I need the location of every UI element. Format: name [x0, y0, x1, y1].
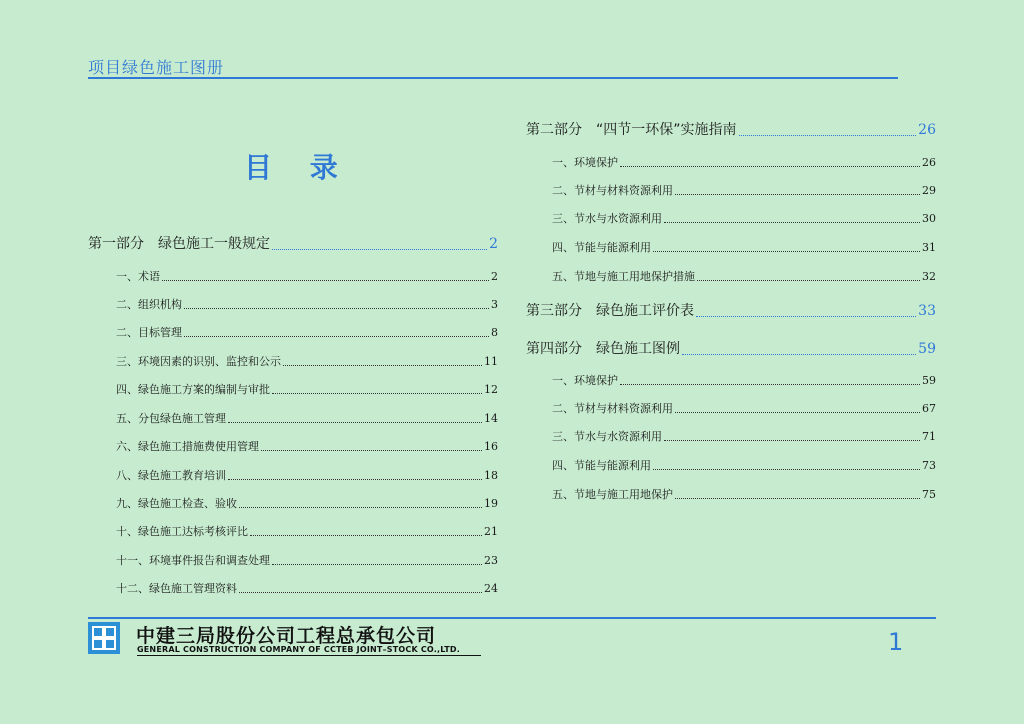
toc-entry-page: 26 — [922, 156, 936, 169]
toc-entry-page: 12 — [484, 383, 498, 396]
toc-entry-page: 73 — [922, 459, 936, 472]
toc-dot-leader — [620, 166, 920, 167]
toc-entry-label: 十二、绿色施工管理资料 — [116, 582, 237, 595]
toc-item-entry[interactable] — [116, 552, 498, 568]
toc-entry-page: 11 — [484, 355, 498, 368]
toc-part-entry[interactable] — [526, 338, 936, 358]
toc-dot-leader — [272, 249, 487, 250]
toc-entry-label: 六、绿色施工措施费使用管理 — [116, 440, 259, 453]
toc-item-entry[interactable] — [552, 486, 936, 502]
cscec-logo-icon — [88, 622, 120, 654]
toc-dot-leader — [261, 450, 482, 451]
toc-entry-label: 一、环境保护 — [552, 374, 618, 387]
toc-entry-label: 四、节能与能源利用 — [552, 241, 651, 254]
toc-item-entry[interactable] — [116, 324, 498, 340]
toc-dot-leader — [283, 365, 482, 366]
company-en-underline — [137, 655, 481, 656]
toc-entry-page: 26 — [918, 122, 936, 138]
toc-entry-label: 五、节地与施工用地保护 — [552, 488, 673, 501]
toc-dot-leader — [675, 412, 920, 413]
toc-item-entry[interactable] — [552, 457, 936, 473]
toc-entry-label: 第四部分 绿色施工图例 — [526, 341, 680, 357]
toc-entry-page: 59 — [922, 374, 936, 387]
doc-title: 目 录 — [244, 151, 352, 184]
toc-entry-label: 二、组织机构 — [116, 298, 182, 311]
toc-entry-label: 二、节材与材料资源利用 — [552, 184, 673, 197]
toc-item-entry[interactable] — [552, 400, 936, 416]
toc-entry-label: 十、绿色施工达标考核评比 — [116, 525, 248, 538]
toc-dot-leader — [250, 535, 482, 536]
toc-entry-label: 二、目标管理 — [116, 326, 182, 339]
toc-entry-page: 21 — [484, 525, 498, 538]
toc-dot-leader — [664, 222, 920, 223]
toc-item-entry[interactable] — [116, 467, 498, 483]
toc-entry-label: 第一部分 绿色施工一般规定 — [88, 236, 270, 252]
toc-entry-label: 四、绿色施工方案的编制与审批 — [116, 383, 270, 396]
toc-entry-page: 59 — [918, 341, 936, 357]
toc-dot-leader — [682, 354, 916, 355]
toc-entry-page: 23 — [484, 554, 498, 567]
toc-entry-label: 五、分包绿色施工管理 — [116, 412, 226, 425]
toc-dot-leader — [228, 479, 482, 480]
toc-part-entry[interactable] — [88, 233, 498, 253]
toc-dot-leader — [739, 135, 917, 136]
toc-entry-page: 2 — [491, 270, 498, 283]
toc-item-entry[interactable] — [552, 154, 936, 170]
toc-item-entry[interactable] — [116, 353, 498, 369]
toc-item-entry[interactable] — [116, 296, 498, 312]
toc-entry-label: 三、环境因素的识别、监控和公示 — [116, 355, 281, 368]
toc-item-entry[interactable] — [552, 428, 936, 444]
toc-item-entry[interactable] — [116, 495, 498, 511]
company-name-en: GENERAL CONSTRUCTION COMPANY OF CCTEB JOINT–STOCK CO.,LTD. — [137, 645, 460, 654]
toc-dot-leader — [696, 316, 916, 317]
toc-dot-leader — [162, 280, 489, 281]
toc-item-entry[interactable] — [552, 210, 936, 226]
toc-dot-leader — [653, 251, 920, 252]
toc-entry-page: 31 — [922, 241, 936, 254]
toc-dot-leader — [664, 440, 920, 441]
footer-rule — [88, 617, 936, 619]
toc-entry-page: 2 — [489, 236, 498, 252]
toc-entry-page: 75 — [922, 488, 936, 501]
toc-entry-page: 18 — [484, 469, 498, 482]
toc-entry-label: 三、节水与水资源利用 — [552, 430, 662, 443]
toc-item-entry[interactable] — [116, 523, 498, 539]
toc-entry-page: 14 — [484, 412, 498, 425]
toc-entry-page: 67 — [922, 402, 936, 415]
toc-item-entry[interactable] — [116, 410, 498, 426]
toc-part-entry[interactable] — [526, 300, 936, 320]
toc-item-entry[interactable] — [116, 268, 498, 284]
toc-entry-label: 一、术语 — [116, 270, 160, 283]
toc-dot-leader — [620, 384, 920, 385]
toc-entry-label: 十一、环境事件报告和调查处理 — [116, 554, 270, 567]
toc-dot-leader — [675, 194, 920, 195]
toc-item-entry[interactable] — [552, 239, 936, 255]
toc-item-entry[interactable] — [116, 438, 498, 454]
toc-dot-leader — [272, 393, 482, 394]
toc-entry-page: 3 — [491, 298, 498, 311]
header-title: 项目绿色施工图册 — [88, 58, 225, 77]
toc-dot-leader — [184, 336, 489, 337]
toc-entry-page: 32 — [922, 270, 936, 283]
toc-entry-label: 第二部分 “四节一环保”实施指南 — [526, 122, 737, 138]
toc-dot-leader — [239, 507, 482, 508]
toc-dot-leader — [239, 592, 482, 593]
toc-item-entry[interactable] — [552, 268, 936, 284]
toc-entry-page: 71 — [922, 430, 936, 443]
toc-item-entry[interactable] — [552, 372, 936, 388]
toc-entry-page: 29 — [922, 184, 936, 197]
toc-entry-page: 19 — [484, 497, 498, 510]
page-number: 1 — [888, 628, 904, 656]
toc-item-entry[interactable] — [116, 580, 498, 596]
header-rule — [88, 77, 898, 79]
toc-entry-label: 二、节材与材料资源利用 — [552, 402, 673, 415]
toc-entry-label: 五、节地与施工用地保护措施 — [552, 270, 695, 283]
toc-dot-leader — [228, 422, 482, 423]
toc-entry-label: 第三部分 绿色施工评价表 — [526, 303, 694, 319]
toc-dot-leader — [272, 564, 482, 565]
toc-entry-label: 四、节能与能源利用 — [552, 459, 651, 472]
toc-entry-page: 24 — [484, 582, 498, 595]
toc-item-entry[interactable] — [552, 182, 936, 198]
toc-entry-page: 30 — [922, 212, 936, 225]
toc-dot-leader — [697, 280, 920, 281]
toc-dot-leader — [653, 469, 920, 470]
toc-dot-leader — [675, 498, 920, 499]
toc-part-entry[interactable] — [526, 119, 936, 139]
toc-item-entry[interactable] — [116, 381, 498, 397]
toc-entry-page: 33 — [918, 303, 936, 319]
toc-dot-leader — [184, 308, 489, 309]
toc-entry-label: 八、绿色施工教育培训 — [116, 469, 226, 482]
toc-entry-page: 8 — [491, 326, 498, 339]
toc-entry-page: 16 — [484, 440, 498, 453]
toc-entry-label: 一、环境保护 — [552, 156, 618, 169]
toc-entry-label: 九、绿色施工检查、验收 — [116, 497, 237, 510]
toc-entry-label: 三、节水与水资源利用 — [552, 212, 662, 225]
company-name-cn: 中建三局股份公司工程总承包公司 — [136, 625, 437, 647]
